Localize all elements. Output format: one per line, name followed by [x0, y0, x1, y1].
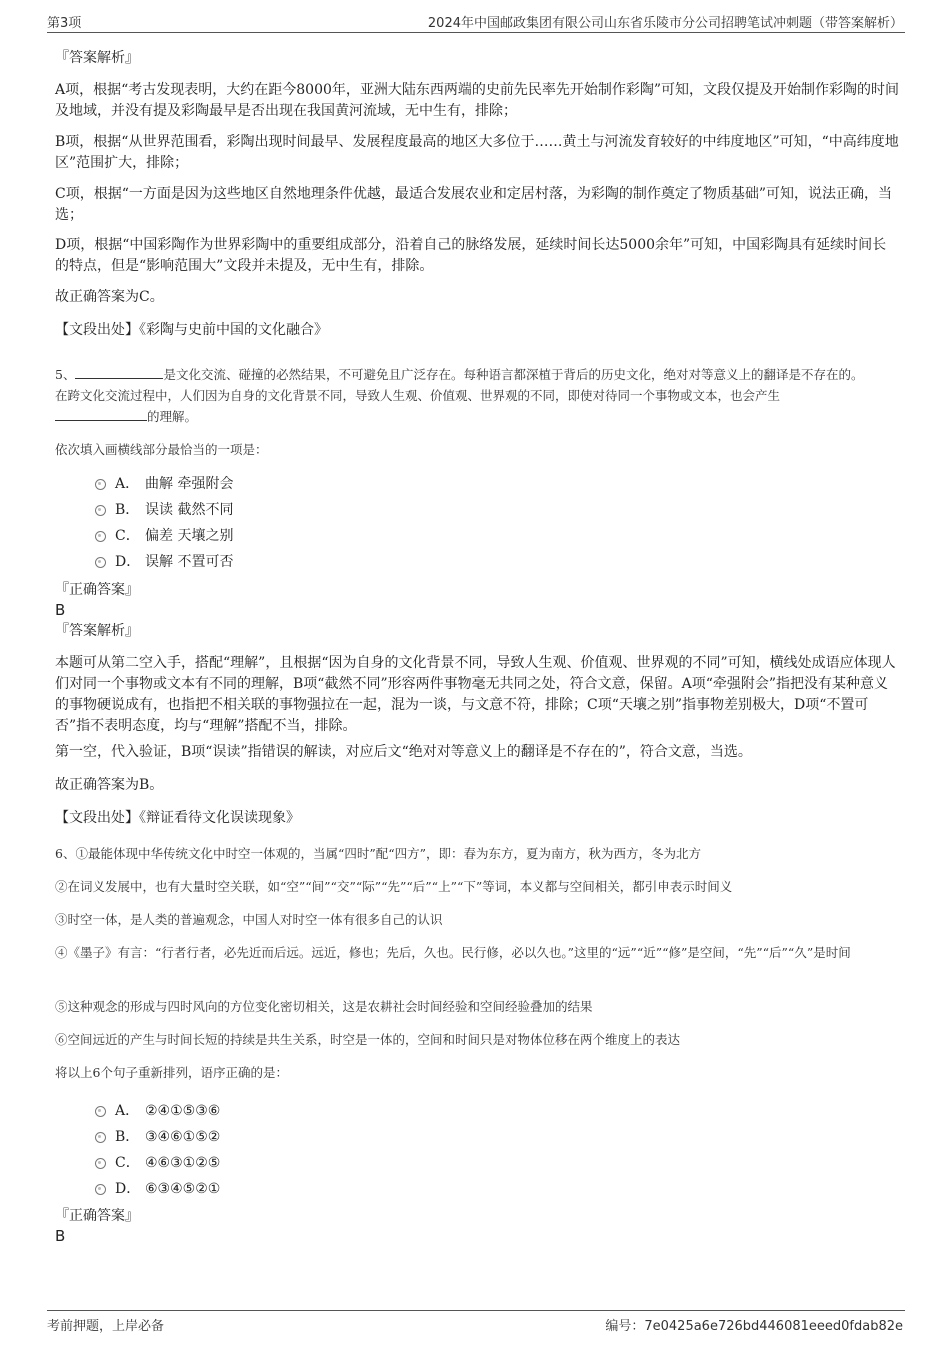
radio-icon[interactable]	[95, 531, 106, 542]
option-letter: D．	[115, 554, 141, 570]
page-header	[47, 12, 905, 33]
q5-stem-line3	[55, 406, 900, 427]
q5-conclusion: 故正确答案为B。	[55, 777, 164, 793]
option-text: ④⑥③①②⑤	[145, 1155, 221, 1171]
option-letter: A．	[115, 1103, 140, 1119]
q4-analysis-label: 『答案解析』	[55, 50, 139, 66]
option-letter: D．	[115, 1181, 141, 1197]
option-text: ③④⑥①⑤②	[145, 1129, 221, 1145]
option-text: 偏差 天壤之别	[145, 528, 234, 544]
page-number: 第3项	[47, 16, 82, 31]
q5-correct-label: 『正确答案』	[55, 582, 139, 598]
q6-sentence-1	[55, 843, 900, 864]
footer-slogan: 考前押题，上岸必备	[47, 1319, 165, 1334]
q5-blank-2	[55, 407, 147, 421]
q5-number: 5、	[55, 367, 76, 382]
option-text: ⑥③④⑤②①	[145, 1181, 221, 1197]
q4-analysis-a: A项，根据“考古发现表明，大约在距今8000年，亚洲大陆东西两端的史前先民率先开始制作彩陶”可知，文段仅提及开始制作彩陶的时间及地域，并没有提及彩陶最早是否出现在我国黄河流域，无中生有，排除；	[55, 82, 900, 119]
option-text: 曲解 牵强附会	[145, 476, 234, 492]
q4-analysis-b: B项，根据“从世界范围看，彩陶出现时间最早、发展程度最高的地区大多位于……黄土与河流发育较好的中纬度地区”可知，“中高纬度地区”范围扩大，排除；	[55, 134, 899, 171]
q5-analysis-p1: 本题可从第二空入手，搭配“理解”，且根据“因为自身的文化背景不同，导致人生观、价值观、世界观的不同”可知，横线处成语应体现人们对同一个事物或文本有不同的理解，B项“截然不同”形容两件事物毫无共同之处，符合文意，保留。A项“牵强附会”指把没有某种意义的事物硬说成有，也指把不相关联的事物强拉在一起，混为一谈，与文意不符，排除；C项“天壤之别”指事物差别极大，D项“不置可否”指不表明态度，均与“理解”搭配不当，排除。	[55, 655, 896, 734]
q4-source: 【文段出处】《彩陶与史前中国的文化融合》	[55, 322, 328, 338]
q6-sentence-5: ⑤这种观念的形成与四时风向的方位变化密切相关，这是农耕社会时间经验和空间经验叠加的结果	[55, 999, 593, 1014]
q6-s1: ①最能体现中华传统文化中时空一体观的，当属“四时”配“四方”，即：春为东方，夏为南方，秋为西方，冬为北方	[75, 846, 702, 861]
radio-icon[interactable]	[95, 557, 106, 568]
q4-analysis-d: D项，根据“中国彩陶作为世界彩陶中的重要组成部分，沿着自己的脉络发展，延续时间长达5000余年”可知，中国彩陶具有延续时间长的特点，但是“影响范围大”文段并未提及，无中生有，排除。	[55, 237, 887, 274]
q6-correct-label: 『正确答案』	[55, 1208, 139, 1224]
radio-icon[interactable]	[95, 1106, 106, 1117]
q4-conclusion: 故正确答案为C。	[55, 289, 164, 305]
option-letter: C．	[115, 528, 140, 544]
option-text: 误读 截然不同	[145, 502, 234, 518]
q6-correct-value: B	[55, 1227, 66, 1245]
q4-analysis-c: C项，根据“一方面是因为这些地区自然地理条件优越，最适合发展农业和定居村落，为彩陶的制作奠定了物质基础”可知，说法正确，当选；	[55, 186, 893, 223]
radio-icon[interactable]	[95, 479, 106, 490]
q6-option-c[interactable]	[95, 1152, 495, 1174]
document-code: 编号：7e0425a6e726bd446081eeed0fdab82e	[605, 1319, 903, 1334]
radio-icon[interactable]	[95, 505, 106, 516]
q5-option-c[interactable]	[95, 525, 495, 547]
radio-icon[interactable]	[95, 1184, 106, 1195]
q6-prompt: 将以上6个句子重新排列，语序正确的是：	[55, 1065, 288, 1080]
option-letter: C．	[115, 1155, 140, 1171]
document-title: 2024年中国邮政集团有限公司山东省乐陵市分公司招聘笔试冲刺题（带答案解析）	[427, 16, 903, 31]
radio-icon[interactable]	[95, 1158, 106, 1169]
q5-prompt: 依次填入画横线部分最恰当的一项是：	[55, 442, 268, 457]
q5-correct-value: B	[55, 601, 66, 619]
q5-option-b[interactable]	[95, 499, 495, 521]
q6-option-b[interactable]	[95, 1126, 495, 1148]
q6-sentence-4: ④《墨子》有言：“行者行者，必先近而后远。远近，修也；先后，久也。民行修，必以久也。”这里的“远”“近”“修”是空间，“先”“后”“久”是时间	[55, 945, 851, 960]
radio-icon[interactable]	[95, 1132, 106, 1143]
option-letter: B．	[115, 502, 140, 518]
q5-blank-1	[75, 365, 163, 379]
q5-source: 【文段出处】《辩证看待文化误读现象》	[55, 810, 300, 826]
option-letter: B．	[115, 1129, 140, 1145]
q5-option-d[interactable]	[95, 551, 495, 573]
q6-sentence-6: ⑥空间远近的产生与时间长短的持续是共生关系，时空是一体的，空间和时间只是对物体位移在两个维度上的表达	[55, 1032, 681, 1047]
option-letter: A．	[115, 476, 140, 492]
q6-option-d[interactable]	[95, 1178, 495, 1200]
q6-sentence-3: ③时空一体，是人类的普遍观念，中国人对时空一体有很多自己的认识	[55, 912, 443, 927]
q6-sentence-2: ②在词义发展中，也有大量时空关联，如“空”“间”“交”“际”“先”“后”“上”“下”等词，本义都与空间相关，都引申表示时间义	[55, 879, 733, 894]
option-text: 误解 不置可否	[145, 554, 234, 570]
q5-stem	[55, 364, 900, 385]
q6-number: 6、	[55, 846, 76, 861]
q5-analysis-p2: 第一空，代入验证，B项“误读”指错误的解读，对应后文“绝对对等意义上的翻译是不存在的”，符合文意，当选。	[55, 744, 752, 760]
page-footer	[47, 1310, 905, 1334]
q5-stem-line2: 在跨文化交流过程中，人们因为自身的文化背景不同，导致人生观、价值观、世界观的不同，即使对待同一个事物或文本，也会产生	[55, 388, 781, 403]
q5-option-a[interactable]	[95, 473, 495, 495]
q6-option-a[interactable]	[95, 1100, 495, 1122]
q5-analysis-label: 『答案解析』	[55, 623, 139, 639]
option-text: ②④①⑤③⑥	[145, 1103, 221, 1119]
q5-stem-part3: 的理解。	[147, 409, 198, 424]
q5-stem-part1: 是文化交流、碰撞的必然结果，不可避免且广泛存在。每种语言都深植于背后的历史文化，绝对对等意义上的翻译是不存在的。	[163, 367, 864, 382]
